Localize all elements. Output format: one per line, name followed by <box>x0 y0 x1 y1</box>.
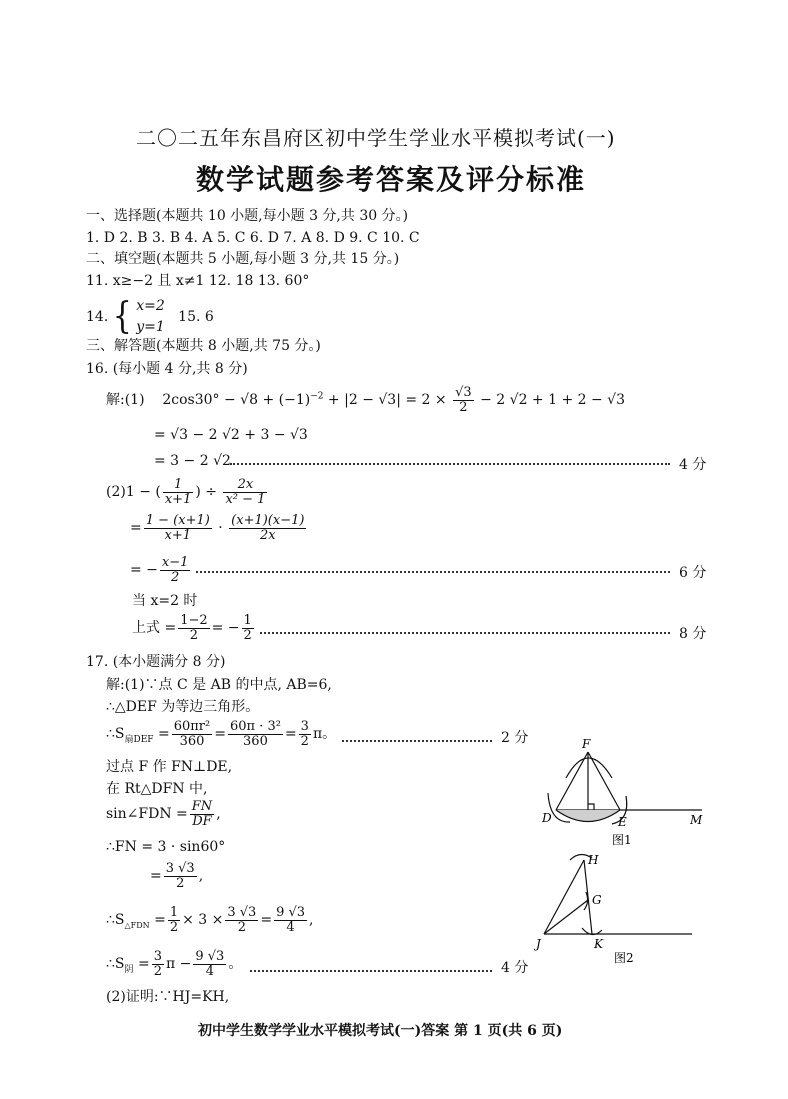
score-leader <box>250 970 492 972</box>
fraction: $\frac{1-2}{2}$ <box>180 613 208 643</box>
q15-answer: 15. 6 <box>178 309 214 325</box>
figure-2 <box>530 848 700 968</box>
score-leader <box>260 632 670 634</box>
q16-part2-line2: = $\frac{1 - (x+1)}{x+1}$ · $\frac{(x+1)(x-1)}{2x}$ <box>130 513 305 543</box>
q16-expr-b: + |2 − √3| = 2 × <box>323 392 447 409</box>
q17-line5: 在 Rt△DFN 中, <box>106 781 208 797</box>
fraction: $\frac{√3}{2}$ <box>455 385 472 415</box>
fraction: $\frac{3}{2}$ <box>300 719 309 749</box>
q17-heading: 17. (本小题满分 8 分) <box>86 654 226 670</box>
q17-line4: 过点 F 作 FN⊥DE, <box>106 759 233 775</box>
fraction: $\frac{3 √3}{2}$ <box>165 861 195 891</box>
figure-1 <box>530 738 710 848</box>
brace-symbol: { <box>112 295 132 338</box>
fraction: $\frac{3 √3}{2}$ <box>227 905 257 935</box>
answers-14-15 <box>86 296 214 338</box>
q17-line8: = $\frac{3 √3}{2}$ , <box>150 861 204 891</box>
fraction: $\frac{2x}{\text{x² − 1}}$ <box>225 477 266 507</box>
fraction: $\frac{3}{2}$ <box>153 949 162 979</box>
fraction: $\frac{1 - (x+1)}{x+1}$ <box>145 513 210 543</box>
q17-line3: $\therefore S_{扇DEF}$ = $\frac{\text{60πr²}}{360}$ = $\frac{\text{60π · 3²}}{360}$ = $\frac{3}{2}$ π。 <box>106 719 337 749</box>
score-2: 2 分 <box>501 730 529 746</box>
segment-ef <box>588 752 620 810</box>
score-leader <box>196 571 670 573</box>
section1-heading: 一、选择题(本题共 10 小题,每小题 3 分,共 30 分。) <box>86 208 409 224</box>
figure-2-caption: 图2 <box>614 951 634 965</box>
q16-expr-a: 2cos30° − √8 + (−1) <box>162 392 311 409</box>
label-g: G <box>592 893 602 907</box>
arc-d <box>566 758 612 778</box>
fraction: $\frac{1}{x+1}$ <box>164 477 192 507</box>
segment-jh <box>544 860 584 934</box>
segment-df <box>556 752 588 810</box>
score-4: 4 分 <box>501 960 529 976</box>
q16-exponent: −2 <box>310 391 324 402</box>
q14-eq2: y=1 <box>136 319 165 335</box>
exam-subtitle: 二〇二五年东昌府区初中学生学业水平模拟考试(一) <box>136 126 616 150</box>
segment-jg <box>544 900 588 934</box>
section2-heading: 二、填空题(本题共 5 小题,每小题 3 分,共 15 分。) <box>86 251 400 267</box>
page-footer: 初中学生数学学业水平模拟考试(一)答案 第 1 页(共 6 页) <box>198 1023 563 1039</box>
label-e: E <box>618 815 627 829</box>
q17-line10: $\therefore S_阴$ = $\frac{3}{2}$ π − $\frac{9 √3}{4}$ 。 <box>106 949 243 979</box>
score-4: 4 分 <box>679 457 707 473</box>
q14-system <box>136 296 165 338</box>
section1-answers: 1. D 2. B 3. B 4. A 5. C 6. D 7. A 8. D 9. C 10. C <box>86 230 420 246</box>
label-j: J <box>536 937 541 951</box>
score-leader <box>230 463 670 465</box>
q17-line1: 解:(1)∵点 C 是 AB 的中点, AB=6, <box>106 677 332 693</box>
q16-result: 上式 = $\frac{1-2}{2}$ = − $\frac{1}{2}$ <box>132 613 252 643</box>
q16-when: 当 x=2 时 <box>132 593 198 609</box>
label-f: F <box>582 738 591 751</box>
answers-11-13: 11. x≥−2 且 x≠1 12. 18 13. 60° <box>86 273 310 289</box>
q16-expr-c: − 2 √2 + 1 + 2 − √3 <box>475 392 626 409</box>
q17-line7: ∴FN = 3 · sin60° <box>106 839 226 855</box>
q16-part1-line2: = √3 − 2 √2 + 3 − √3 <box>154 427 308 443</box>
figure-1-caption: 图1 <box>612 833 632 847</box>
label-m: M <box>690 813 703 827</box>
fraction: $\frac{1}{2}$ <box>243 613 252 643</box>
fraction: $\frac{9 √3}{4}$ <box>195 949 225 979</box>
fraction: $\frac{1}{2}$ <box>169 905 179 935</box>
fraction: $\frac{(x+1)(x-1)}{2x}$ <box>231 513 305 543</box>
section3-heading: 三、解答题(本题共 8 小题,共 75 分。) <box>86 338 321 354</box>
q16-part2-line3: = − $\frac{x-1}{2}$ <box>130 555 189 585</box>
right-angle-mark <box>588 804 594 810</box>
q17-line11: (2)证明:∵HJ=KH, <box>106 989 230 1005</box>
q16-heading: 16. (每小题 4 分,共 8 分) <box>86 361 248 377</box>
shaded-segment <box>556 810 620 822</box>
page-title: 数学试题参考答案及评分标准 <box>196 163 587 196</box>
q14-label: 14. <box>86 309 109 325</box>
q17-line2: ∴△DEF 为等边三角形。 <box>106 699 260 715</box>
label-k: K <box>594 937 603 951</box>
q17-line9: $\therefore S_{\triangle FDN}$ = $\frac{1}{2}$ × 3 × $\frac{3 √3}{2}$ = $\frac{9 √3}{4}$ , <box>106 905 314 935</box>
label-d: D <box>542 811 552 825</box>
score-6: 6 分 <box>679 565 707 581</box>
fraction: $\frac{FN}{DF}$ <box>191 799 213 829</box>
fraction: $\frac{9 √3}{4}$ <box>276 905 306 935</box>
fraction: $\frac{\text{60π · 3²}}{360}$ <box>229 719 281 749</box>
q16-part2-line1: (2)1 − ( $\frac{1}{x+1}$ ) ÷ $\frac{2x}{\text{x² − 1}}$ <box>106 477 266 507</box>
score-8: 8 分 <box>679 626 707 642</box>
score-leader <box>342 740 492 742</box>
q14-eq1: x=2 <box>136 298 165 314</box>
fraction: $\frac{\text{60πr²}}{360}$ <box>173 719 211 749</box>
q16-part1-line3: = 3 − 2 √2 <box>154 453 231 469</box>
q17-line6: sin∠FDN = $\frac{FN}{DF}$ , <box>106 799 221 829</box>
label-h: H <box>588 853 599 867</box>
q16-part1-line1 <box>106 386 625 414</box>
q16-part1-label: 解:(1) <box>106 392 145 409</box>
fraction: $\frac{x-1}{2}$ <box>161 555 189 585</box>
